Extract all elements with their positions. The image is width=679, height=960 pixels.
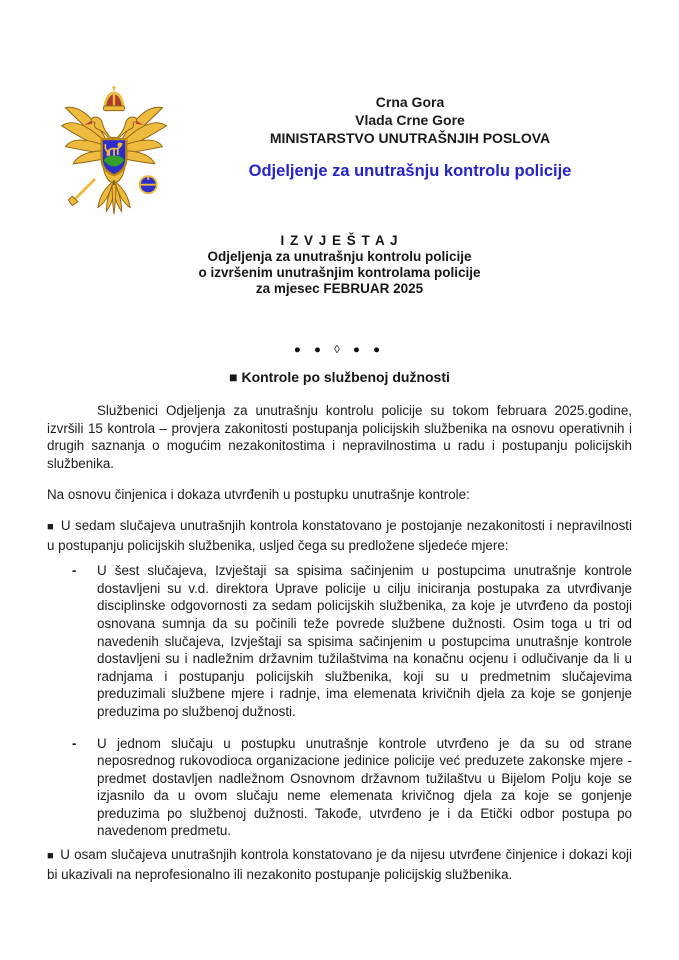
report-title: I Z V J E Š T A J	[280, 233, 399, 248]
finding-paragraph-2	[47, 846, 632, 883]
section-heading: ■ Kontrole po službenoj dužnosti	[229, 369, 450, 385]
ornament-divider: ● ● ◊ ● ●	[293, 344, 386, 356]
finding-paragraph-1	[47, 517, 632, 554]
dash-bullet-icon: -	[72, 563, 77, 579]
bullet-1-text: U šest slučajeva, Izvještaji sa spisima sačinjenim u postupcima unutrašnje kontrole dostavljeni su v.d. direktora Uprave policije u cilju iniciranja postupaka za utvrđivanje disciplinske odgovornosti za sedam policijskih službenika, za koje je utvrđeno da postoji osnovana sumnja da su počinili teže povrede službene dužnosti. Osim toga u tri od navedenih slučajeva, Izvještaji sa spisima sačinjenim u postupcima unutrašnje kontrole dostavljeni su i nadležnim državnim tužilaštvima na konačnu ocjenu i odlučivanje da li u radnjama i postupanju policijskih službenika, koji su u predmetnim slučajevima preduzimali službene mjere i radnje, ima elemenata krivičnih djela za koje se gonjenje preduzima po službenoj dužnosti.	[97, 563, 632, 719]
basis-paragraph: Na osnovu činjenica i dokaza utvrđenih u postupku unutrašnje kontrole:	[47, 487, 470, 503]
list-item	[47, 735, 632, 841]
report-subtitle-2: o izvršenim unutrašnjim kontrolama policije	[198, 265, 481, 280]
finding-1-text: U sedam slučajeva unutrašnjih kontrola konstatovano je postojanje nezakonitosti i nepravilnosti u postupanju policijskih službenika, usljed čega su predložene sljedeće mjere:	[47, 517, 632, 553]
report-subtitle-1: Odjeljenja za unutrašnju kontrolu policije	[207, 249, 472, 264]
square-bullet-icon: ■	[47, 850, 57, 863]
government-name: Vlada Crne Gore	[355, 112, 465, 128]
report-title-block	[47, 233, 632, 297]
closing-text: U osam slučajeva unutrašnjih kontrola konstatovano je da nijesu utvrđene činjenice i dokazi koji bi ukazivali na neprofesionalno ili nezakonito postupanje policijskig službenika.	[47, 847, 632, 882]
country-name: Crna Gora	[375, 94, 445, 110]
list-item	[47, 562, 632, 720]
dash-bullet-icon: -	[72, 735, 77, 751]
intro-paragraph: Službenici Odjeljenja za unutrašnju kontrolu policije su tokom februara 2025.godine, izvršili 15 kontrola – provjera zakonitosti postupanja policijskih službenika na osnovu operativnih i drugih saznanja o mogućim nezakonitostima i nepravilnostima u radu i postupanju policijskih službenika.	[47, 403, 632, 471]
square-bullet-icon: ■	[47, 520, 57, 533]
bullet-2-text: U jednom slučaju u postupku unutrašnje kontrole utvrđeno je da su od strane neposrednog rukovodioca organizacione jedinice policije već preduzete zakonske mjere - predmet dostavljen nadležnom Osnovnom državnom tužilaštvu u Bijelom Polju koje se izjasnilo da u ovom slučaju neme elemenata krivičnog djela za koje se gonjenje preduzima po službenoj dužnosti. Takođe, utvrđeno je i da Etički odbor postupa po navedenom predmetu.	[97, 735, 632, 839]
department-name: Odjeljenje za unutrašnju kontrolu policije	[248, 162, 572, 180]
report-period: za mjesec FEBRUAR 2025	[255, 281, 424, 296]
ministry-name: MINISTARSTVO UNUTRAŠNJIH POSLOVA	[269, 130, 551, 146]
